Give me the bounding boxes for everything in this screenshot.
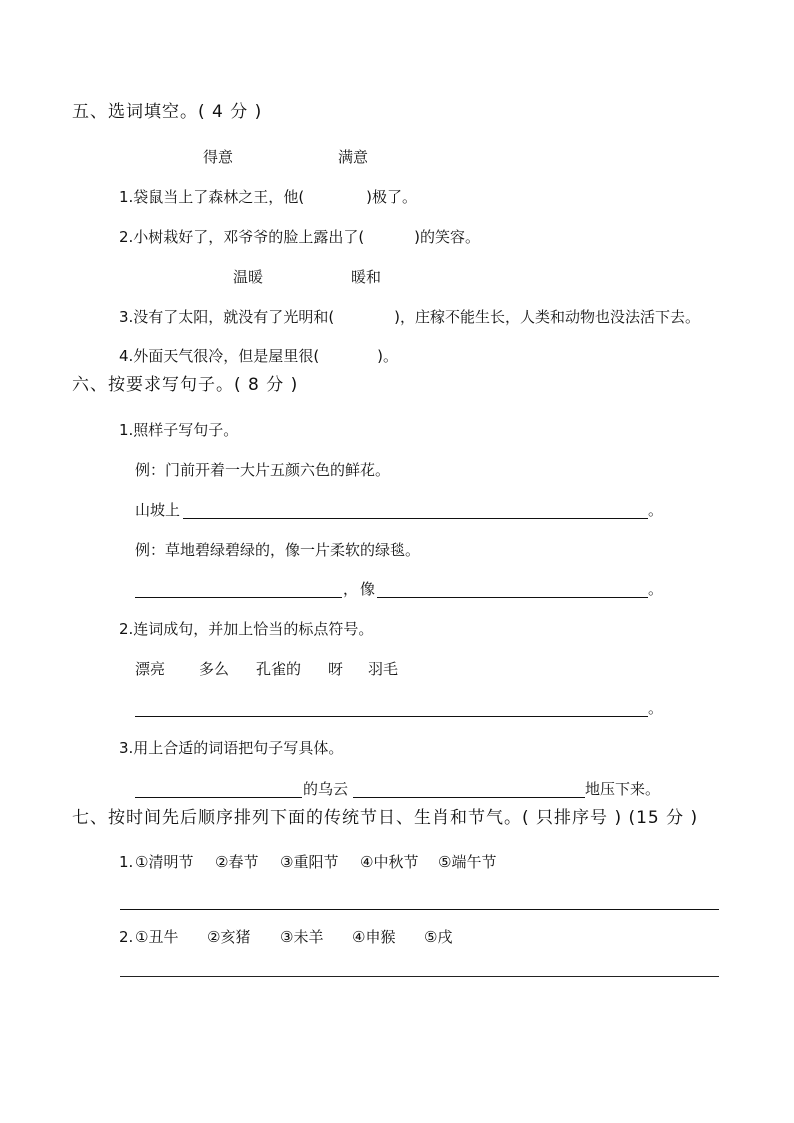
- word-choice-nuanhuo: 暖和: [351, 268, 382, 286]
- answer-2-xiang: 像: [360, 580, 376, 598]
- answer-2-comma: ，: [343, 580, 359, 598]
- example-sentence-2: 例：草地碧绿碧绿的，像一片柔软的绿毯。: [135, 541, 421, 559]
- word-duome: 多么: [199, 660, 230, 678]
- festival-duanwu: ⑤端午节: [438, 853, 497, 871]
- zodiac-shenhou: ④申猴: [352, 928, 396, 946]
- question-7-1-label: 1.: [119, 853, 134, 871]
- answer-line-6-1b-right[interactable]: [377, 597, 648, 598]
- festival-qingming: ①清明节: [135, 853, 194, 871]
- answer-1-prefix: 山坡上: [135, 501, 181, 519]
- answer-2-period: 。: [648, 580, 664, 598]
- section-6-heading: 六、按要求写句子。( 8 分 ): [72, 375, 299, 395]
- question-5-4-after: )。: [377, 347, 399, 365]
- question-5-4-before: 4.外面天气很冷，但是屋里很(: [119, 347, 320, 365]
- zodiac-chouniu: ①丑牛: [135, 928, 179, 946]
- question-7-2-label: 2.: [119, 928, 134, 946]
- word-yumao: 羽毛: [368, 660, 399, 678]
- section-5-heading: 五、选词填空。( 4 分 ): [72, 102, 263, 122]
- question-5-2-after: )的笑容。: [414, 228, 481, 246]
- question-5-3-after: )，庄稼不能生长，人类和动物也没法活下去。: [394, 308, 701, 326]
- question-6-2-title: 2.连词成句，并加上恰当的标点符号。: [119, 620, 374, 638]
- word-choice-deyi: 得意: [203, 148, 234, 166]
- answer-line-6-3b[interactable]: [353, 797, 585, 798]
- zodiac-xu: ⑤戌: [424, 928, 453, 946]
- zodiac-haizhu: ②亥猪: [207, 928, 251, 946]
- word-choice-manyi: 满意: [338, 148, 369, 166]
- answer-4-wuyun: 的乌云: [303, 780, 349, 798]
- question-5-1: [119, 190, 417, 205]
- zodiac-weiyang: ③未羊: [280, 928, 324, 946]
- question-5-1-after: )极了。: [366, 188, 418, 206]
- question-6-1-title: 1.照样子写句子。: [119, 421, 239, 439]
- answer-line-7-1[interactable]: [120, 909, 719, 910]
- answer-line-7-2[interactable]: [120, 976, 719, 977]
- word-kongque-de: 孔雀的: [256, 660, 302, 678]
- answer-line-6-1a[interactable]: [183, 518, 648, 519]
- answer-1-period: 。: [648, 501, 664, 519]
- question-5-2: [119, 230, 480, 245]
- answer-3-period: 。: [648, 699, 664, 717]
- section-7-heading: 七、按时间先后顺序排列下面的传统节日、生肖和节气。( 只排序号 ) (15 分 ): [72, 808, 699, 828]
- word-ya: 呀: [328, 660, 344, 678]
- festival-chongyang: ③重阳节: [280, 853, 339, 871]
- festival-chunjie: ②春节: [215, 853, 259, 871]
- example-sentence-1: 例：门前开着一大片五颜六色的鲜花。: [135, 461, 391, 479]
- word-choice-wennuan: 温暖: [233, 268, 264, 286]
- question-5-4: [119, 349, 398, 364]
- answer-line-6-3a[interactable]: [135, 797, 302, 798]
- question-5-2-before: 2.小树栽好了，邓爷爷的脸上露出了(: [119, 228, 365, 246]
- question-5-3-before: 3.没有了太阳，就没有了光明和(: [119, 308, 335, 326]
- question-6-3-title: 3.用上合适的词语把句子写具体。: [119, 739, 344, 757]
- answer-4-end: 地压下来。: [585, 780, 661, 798]
- word-piaoliang: 漂亮: [135, 660, 166, 678]
- answer-line-6-1b-left[interactable]: [135, 597, 342, 598]
- question-5-1-before: 1.袋鼠当上了森林之王，他(: [119, 188, 305, 206]
- festival-zhongqiu: ④中秋节: [360, 853, 419, 871]
- question-5-3: [119, 310, 700, 325]
- answer-line-6-2[interactable]: [135, 716, 648, 717]
